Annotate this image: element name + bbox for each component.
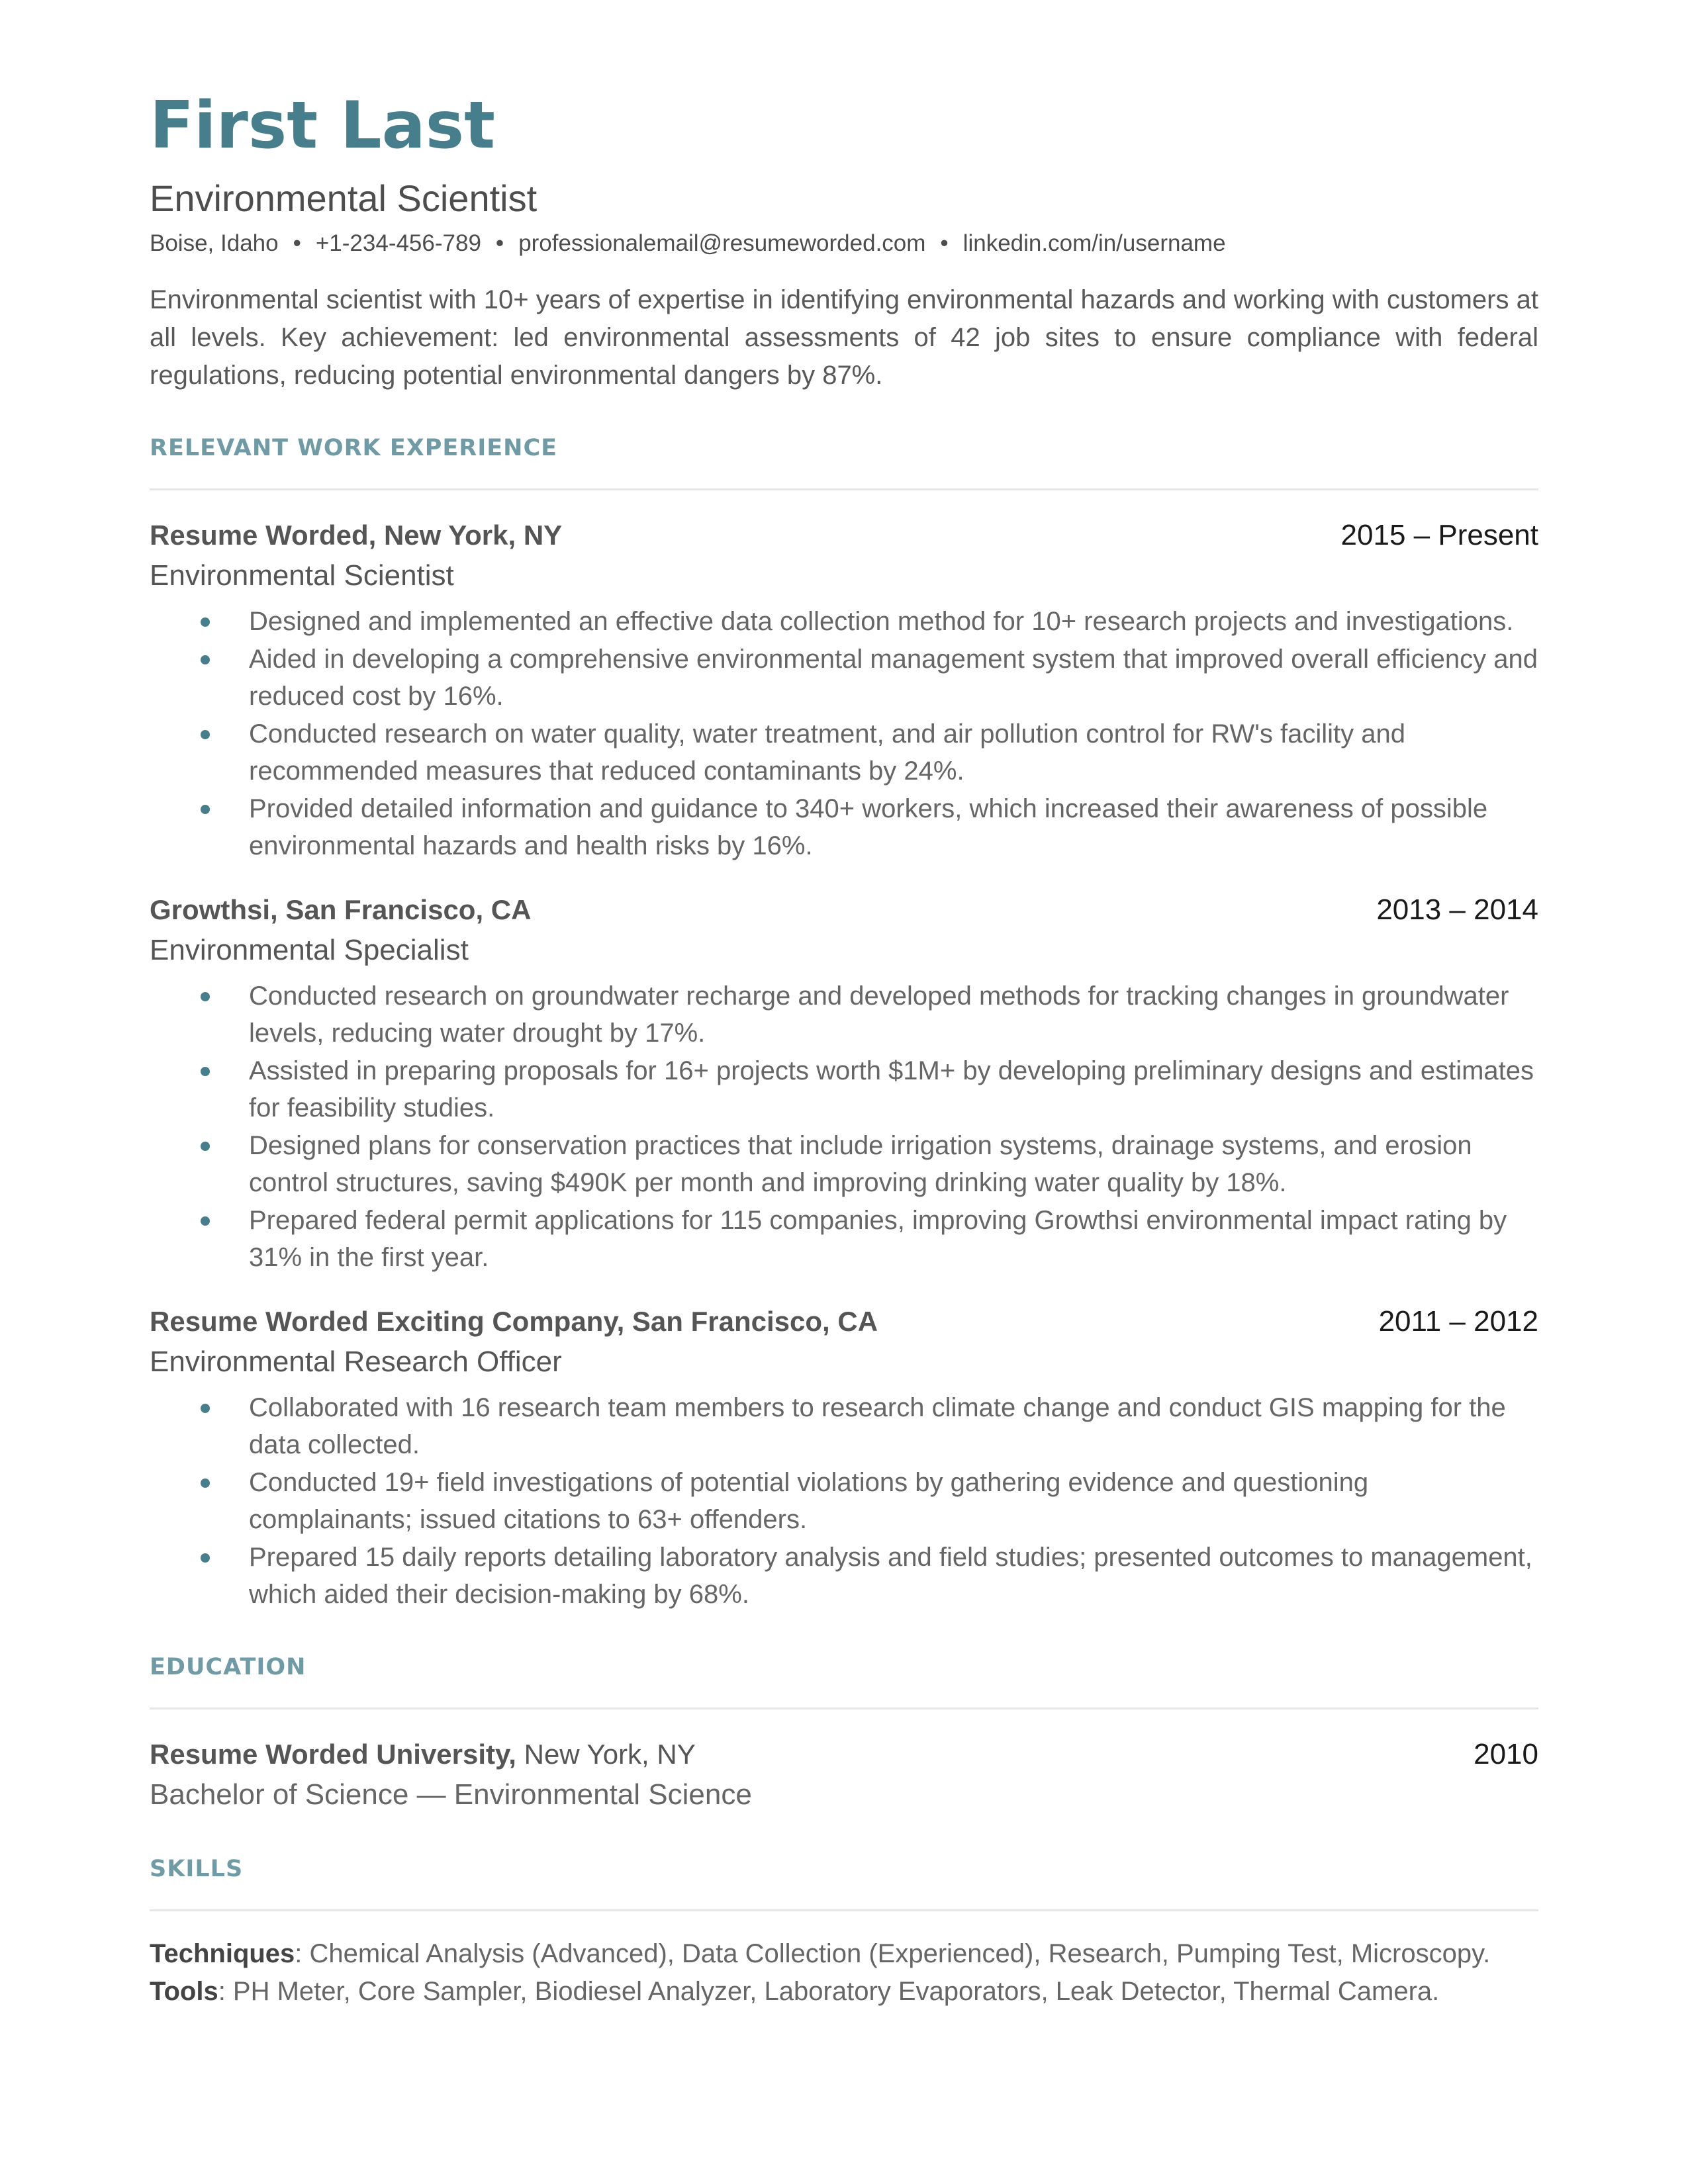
bullet-text: Conducted 19+ field investigations of potential violations by gathering evidence and questioning complainants; issued citations to 63+ offenders.	[249, 1467, 1369, 1534]
job-dates: 2015 – Present	[1340, 519, 1538, 551]
education-entry	[150, 1735, 1538, 1815]
job-dates: 2013 – 2014	[1376, 893, 1538, 926]
education-school-line	[150, 1735, 696, 1774]
bullet-text: Collaborated with 16 research team members to research climate change and conduct GIS mapping for the data collected.	[249, 1392, 1506, 1459]
bullet-dot-icon	[201, 617, 210, 627]
skills-tools	[150, 1973, 1538, 2011]
section-divider	[150, 1909, 1538, 1911]
education-heading: EDUCATION	[150, 1653, 306, 1680]
bullet-dot-icon	[201, 1553, 210, 1563]
job-entry	[150, 890, 1538, 1277]
education-header	[150, 1735, 1538, 1774]
bullet-item	[150, 603, 1538, 641]
job-role: Environmental Research Officer	[150, 1345, 562, 1378]
job-bullets	[150, 978, 1538, 1277]
candidate-title: Environmental Scientist	[150, 177, 538, 219]
candidate-name: First Last	[150, 88, 495, 163]
skills-block	[150, 1935, 1538, 2011]
bullet-text: Provided detailed information and guidance to 340+ workers, which increased their awareness of possible environmental hazards and health risks by 16%.	[249, 794, 1488, 860]
bullet-dot-icon	[201, 655, 210, 664]
job-header	[150, 890, 1538, 930]
bullet-item	[150, 1539, 1538, 1614]
bullet-text: Designed and implemented an effective data collection method for 10+ research projects and investigations.	[249, 607, 1514, 636]
experience-heading: RELEVANT WORK EXPERIENCE	[150, 435, 558, 461]
skills-tools-list: : PH Meter, Core Sampler, Biodiesel Analyzer, Laboratory Evaporators, Leak Detector, Thermal Camera.	[218, 1976, 1440, 2006]
education-year: 2010	[1474, 1737, 1538, 1770]
contact-separator: •	[495, 230, 504, 256]
job-header	[150, 1302, 1538, 1342]
job-entry	[150, 516, 1538, 865]
job-bullets	[150, 603, 1538, 865]
bullet-dot-icon	[201, 1479, 210, 1488]
job-company: Resume Worded Exciting Company, San Francisco, CA	[150, 1305, 878, 1337]
bullet-item	[150, 1127, 1538, 1202]
job-entry	[150, 1302, 1538, 1614]
job-header	[150, 516, 1538, 555]
job-dates: 2011 – 2012	[1378, 1304, 1538, 1338]
bullet-item	[150, 1464, 1538, 1539]
bullet-item	[150, 790, 1538, 865]
contact-separator: •	[293, 230, 301, 256]
bullet-dot-icon	[201, 1067, 210, 1076]
bullet-item	[150, 1052, 1538, 1127]
bullet-item	[150, 978, 1538, 1052]
bullet-dot-icon	[201, 1216, 210, 1226]
contact-line	[150, 227, 1538, 260]
bullet-text: Assisted in preparing proposals for 16+ projects worth $1M+ by developing preliminary designs and estimates for feasibility studies.	[249, 1056, 1534, 1122]
job-company: Resume Worded, New York, NY	[150, 520, 563, 551]
bullet-item	[150, 1202, 1538, 1277]
skills-techniques-list: : Chemical Analysis (Advanced), Data Collection (Experienced), Research, Pumping Test, Microscopy.	[295, 1938, 1491, 1968]
job-company: Growthsi, San Francisco, CA	[150, 893, 532, 925]
bullet-text: Aided in developing a comprehensive environmental management system that improved overall efficiency and reduced cost by 16%.	[249, 644, 1538, 711]
bullet-text: Designed plans for conservation practices that include irrigation systems, drainage systems, and erosion control structures, saving $490K per month and improving drinking water quality by 18%.	[249, 1130, 1472, 1197]
contact-linkedin[interactable]: linkedin.com/in/username	[962, 230, 1226, 256]
bullet-item	[150, 641, 1538, 715]
bullet-dot-icon	[201, 992, 210, 1001]
education-school: Resume Worded University,	[150, 1738, 516, 1770]
contact-separator: •	[940, 230, 949, 256]
skills-heading: SKILLS	[150, 1855, 244, 1882]
bullet-item	[150, 715, 1538, 790]
bullet-dot-icon	[201, 1404, 210, 1413]
bullet-text: Prepared federal permit applications for 115 companies, improving Growthsi environmental impact rating by 31% in the first year.	[249, 1205, 1507, 1272]
education-location: New York, NY	[524, 1738, 696, 1770]
summary: Environmental scientist with 10+ years of expertise in identifying environmental hazards and working with customers at all levels. Key achievement: led environmental assessments of 42 job sites to ensure compliance with federal regulations, reducing potential environmental dangers by 87%.	[150, 285, 1538, 390]
job-role: Environmental Scientist	[150, 559, 454, 592]
bullet-text: Conducted research on groundwater recharge and developed methods for tracking changes in groundwater levels, reducing water drought by 17%.	[249, 981, 1509, 1048]
resume-content	[150, 83, 1538, 2011]
job-bullets	[150, 1389, 1538, 1614]
job-role: Environmental Specialist	[150, 933, 469, 966]
skills-techniques	[150, 1935, 1538, 1973]
contact-location: Boise, Idaho	[150, 230, 279, 256]
skills-tools-label: Tools	[150, 1976, 218, 2006]
bullet-dot-icon	[201, 805, 210, 814]
skills-techniques-label: Techniques	[150, 1938, 295, 1968]
bullet-text: Conducted research on water quality, water treatment, and air pollution control for RW's facility and recommended measures that reduced contaminants by 24%.	[249, 719, 1406, 786]
education-degree: Bachelor of Science — Environmental Science	[150, 1778, 752, 1811]
contact-phone: +1-234-456-789	[315, 230, 481, 256]
bullet-dot-icon	[201, 730, 210, 739]
bullet-dot-icon	[201, 1142, 210, 1151]
bullet-text: Prepared 15 daily reports detailing laboratory analysis and field studies; presented outcomes to management, which aided their decision-making by 68%.	[249, 1542, 1532, 1609]
section-divider	[150, 1707, 1538, 1709]
contact-email[interactable]: professionalemail@resumeworded.com	[518, 230, 926, 256]
bullet-item	[150, 1389, 1538, 1464]
section-divider	[150, 488, 1538, 490]
